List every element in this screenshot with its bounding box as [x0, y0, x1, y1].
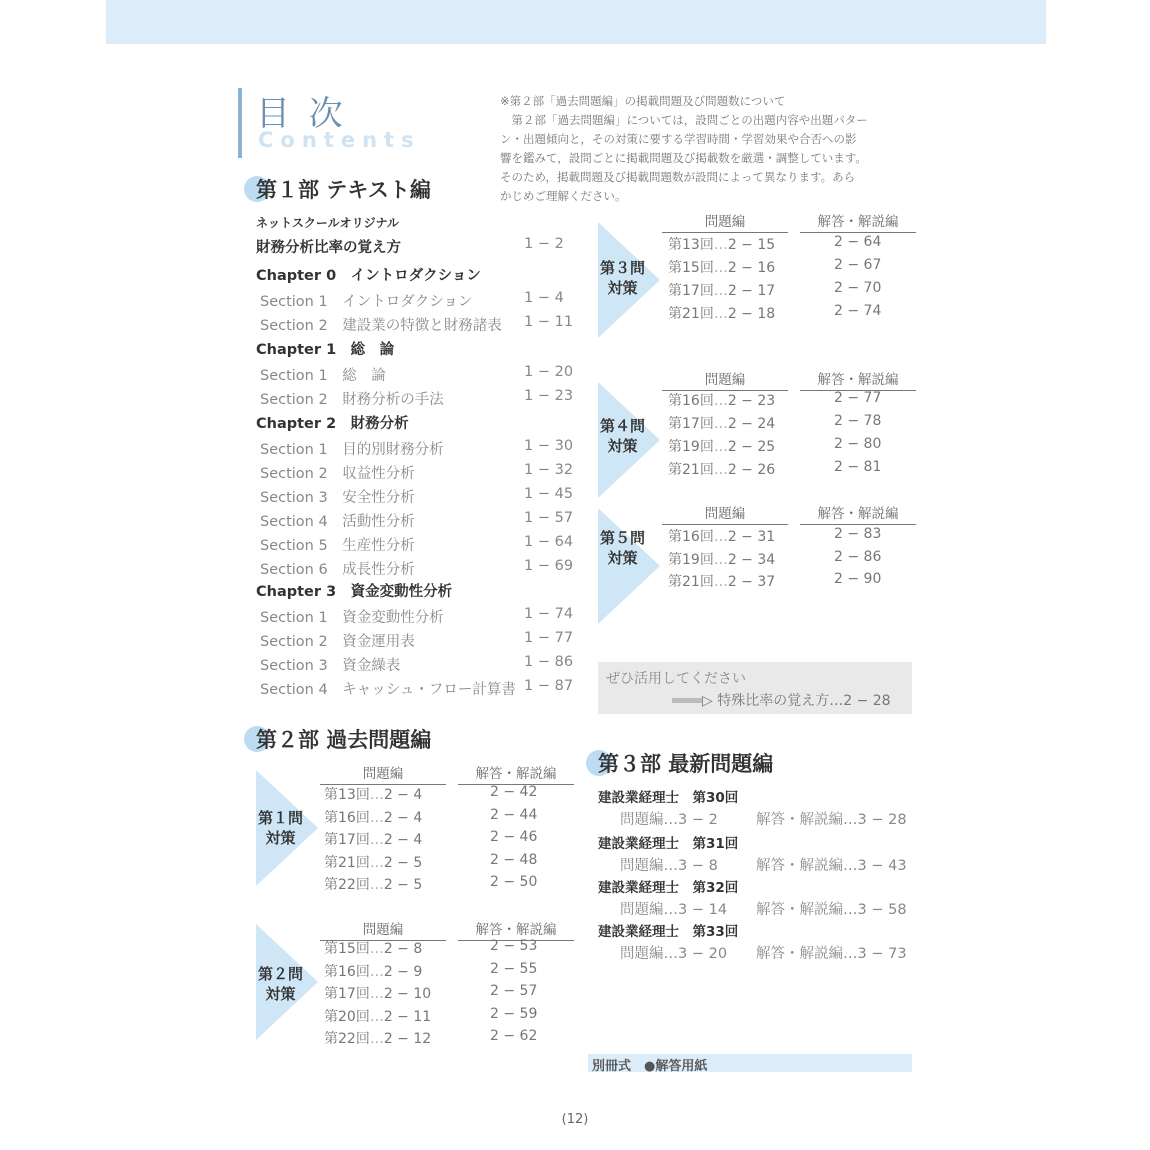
leader-dots: … — [713, 439, 728, 455]
exam-row — [668, 303, 775, 323]
toc-entry-page: 1 − 69 — [524, 558, 574, 574]
answer-page: 2 − 57 — [490, 983, 538, 999]
toc-entry-page: 1 − 20 — [524, 364, 574, 380]
toc-entry — [256, 338, 394, 359]
problem-page: 2 − 5 — [383, 854, 423, 871]
exam-row — [668, 234, 775, 254]
answer-page: 2 − 42 — [490, 784, 538, 800]
toc-entry-label: Section 2 財務分析の手法 — [260, 392, 444, 408]
answer-page: 2 − 62 — [490, 1028, 538, 1044]
part1-heading-text: 第１部 テキスト編 — [256, 178, 431, 202]
toc-entry-label: Section 6 成長性分析 — [260, 562, 415, 578]
toc-entry-label: Chapter 1 総 論 — [256, 342, 395, 358]
answer-sheet-label: 別冊式 ●解答用紙 — [592, 1059, 708, 1074]
question-number: 第１問 — [258, 809, 304, 827]
question-label-suffix: 対策 — [265, 829, 296, 847]
leader-dots: … — [713, 237, 728, 253]
tip-title: ぜひ活用してください — [606, 671, 746, 687]
answer-page: 2 − 53 — [490, 938, 538, 954]
toc-entry — [256, 236, 401, 257]
toc-entry-page: 1 − 11 — [524, 314, 574, 330]
problem-page: 2 − 4 — [383, 787, 423, 803]
answer-page: 2 − 80 — [834, 436, 882, 452]
question-block-label — [258, 808, 303, 848]
answer-page: 2 − 81 — [834, 459, 882, 475]
toc-entry-page: 1 − 30 — [524, 438, 574, 454]
toc-entry — [260, 654, 400, 675]
toc-entry-label: Section 1 イントロダクション — [260, 294, 473, 310]
leader-dots: … — [713, 416, 728, 432]
note-line: 響を鑑みて，設問ごとに掲載問題及び掲載数を厳選・調整しています。 — [500, 151, 867, 165]
toc-entry-page: 1 − 2 — [524, 236, 564, 252]
exam-number: 第16回 — [324, 809, 370, 826]
note-line: そのため，掲載問題及び掲載問題数が設問によって異なります。あら — [500, 170, 856, 184]
exam-row — [668, 526, 775, 546]
toc-entry-page: 1 − 77 — [524, 630, 574, 646]
problem-page: 2 − 25 — [727, 439, 776, 455]
problem-page: 2 − 5 — [383, 877, 423, 893]
toc-entry-label: Section 5 生産性分析 — [260, 538, 415, 554]
exam-row — [668, 571, 775, 591]
exam-row — [324, 852, 422, 872]
exam-title: 建設業経理士 第30回 — [598, 790, 739, 806]
toc-entry-page: 1 − 23 — [524, 388, 574, 404]
toc-entry-label: Section 2 資金運用表 — [260, 634, 415, 650]
col-header-answer: 解答・解説編 — [800, 210, 916, 233]
leader-dots: … — [369, 877, 384, 893]
problem-page: 2 − 10 — [383, 986, 432, 1002]
toc-entry-label: Section 2 収益性分析 — [260, 466, 415, 482]
title-accent-bar — [238, 88, 242, 158]
question-label-suffix: 対策 — [607, 549, 638, 567]
exam-number: 第21回 — [668, 574, 714, 590]
problem-page: 2 − 24 — [727, 416, 776, 432]
toc-entry-label: Section 3 資金繰表 — [260, 658, 401, 674]
problem-page: 2 − 31 — [727, 529, 776, 545]
leader-dots: … — [713, 260, 728, 276]
exam-number: 第21回 — [668, 306, 714, 322]
exam-answer-page: 解答・解説編…3 − 58 — [756, 902, 907, 918]
col-header-problem: 問題編 — [662, 502, 788, 525]
col-header-answer: 解答・解説編 — [458, 918, 574, 941]
problem-page: 2 − 12 — [383, 1031, 432, 1047]
problem-page: 2 − 23 — [727, 393, 776, 409]
toc-entry — [260, 630, 415, 651]
toc-entry-label: 財務分析比率の覚え方 — [256, 240, 401, 256]
exam-row — [324, 874, 422, 894]
exam-number: 第13回 — [324, 787, 370, 803]
exam-row — [324, 829, 422, 849]
toc-entry — [260, 606, 444, 627]
part2-heading-text: 第２部 過去問題編 — [256, 728, 432, 752]
leader-dots: … — [369, 941, 384, 957]
toc-entry-label: Section 4 活動性分析 — [260, 514, 415, 530]
question-label-suffix: 対策 — [265, 985, 296, 1003]
toc-entry-page: 1 − 87 — [524, 678, 574, 694]
exam-problem-page: 問題編…3 − 8 — [620, 858, 718, 874]
exam-number: 第17回 — [668, 416, 714, 432]
toc-entry — [260, 510, 415, 531]
problem-page: 2 − 17 — [727, 283, 776, 299]
leader-dots: … — [713, 283, 728, 299]
exam-row — [668, 436, 775, 456]
col-header-answer: 解答・解説編 — [458, 762, 574, 785]
exam-number: 第20回 — [324, 1008, 370, 1025]
answer-page: 2 − 55 — [490, 960, 538, 977]
tip-text-value: 特殊比率の覚え方…2 − 28 — [717, 693, 891, 709]
answer-page: 2 − 77 — [834, 390, 882, 406]
exam-answer-page: 解答・解説編…3 − 28 — [756, 812, 907, 828]
question-number: 第４問 — [600, 417, 646, 435]
answer-page: 2 − 67 — [834, 257, 882, 273]
toc-entry-page: 1 − 64 — [524, 534, 574, 550]
answer-page: 2 − 90 — [834, 571, 882, 587]
question-number: 第２問 — [258, 965, 304, 983]
exam-number: 第21回 — [668, 462, 714, 478]
leader-dots: … — [713, 574, 728, 590]
problem-page: 2 − 8 — [383, 941, 423, 957]
toc-entry — [260, 388, 444, 409]
problem-page: 2 − 37 — [727, 574, 776, 590]
leader-dots: … — [369, 986, 384, 1002]
toc-entry-page: 1 − 57 — [524, 510, 574, 526]
exam-row — [324, 961, 422, 981]
part1-heading — [250, 174, 431, 204]
problem-page: 2 − 34 — [727, 551, 776, 568]
toc-entry — [256, 412, 409, 433]
toc-entry-page: 1 − 4 — [524, 290, 564, 306]
leader-dots: … — [369, 1031, 384, 1047]
toc-entry — [260, 462, 415, 483]
toc-entry — [260, 364, 386, 385]
note-line: 第２部「過去問題編」については，設問ごとの出題内容や出題パター — [500, 113, 868, 127]
question-label-suffix: 対策 — [607, 279, 638, 297]
question-number: 第５問 — [600, 529, 646, 547]
col-header-problem: 問題編 — [662, 368, 788, 391]
toc-entry-label: Section 4 キャッシュ・フロー計算書 — [260, 682, 516, 698]
toc-entry-label: Section 1 資金変動性分析 — [260, 610, 444, 626]
part3-heading-text: 第３部 最新問題編 — [598, 752, 774, 776]
toc-entry-page: 1 − 32 — [524, 462, 574, 478]
exam-number: 第17回 — [324, 832, 370, 848]
page-number: (12) — [561, 1112, 589, 1127]
toc-entry-label: Chapter 2 財務分析 — [256, 416, 409, 432]
exam-number: 第17回 — [668, 283, 714, 299]
col-header-problem: 問題編 — [320, 762, 446, 785]
question-label-suffix: 対策 — [607, 437, 638, 455]
question-block-label — [600, 416, 645, 456]
leader-dots: … — [369, 1008, 384, 1025]
question-block-label — [600, 258, 645, 298]
toc-entry — [256, 214, 399, 231]
col-header-answer: 解答・解説編 — [800, 368, 916, 391]
leader-dots: … — [369, 832, 384, 848]
toc-entry-label: Section 1 総 論 — [260, 368, 386, 384]
toc-entry-label: Chapter 0 イントロダクション — [256, 268, 481, 284]
exam-answer-page: 解答・解説編…3 − 43 — [756, 858, 907, 874]
col-header-problem: 問題編 — [320, 918, 446, 941]
exam-title: 建設業経理士 第32回 — [598, 880, 739, 896]
toc-entry-label: Chapter 3 資金変動性分析 — [256, 584, 453, 600]
leader-dots: … — [369, 963, 384, 980]
top-band — [106, 0, 1046, 44]
toc-entry — [260, 486, 415, 507]
exam-row — [324, 784, 422, 804]
problem-page: 2 − 11 — [383, 1008, 432, 1025]
leader-dots: … — [713, 551, 728, 568]
exam-number: 第21回 — [324, 854, 370, 871]
exam-row — [324, 983, 431, 1003]
exam-row — [324, 1006, 431, 1026]
tip-text: ▷ 特殊比率の覚え方…2 − 28 — [702, 693, 891, 709]
problem-page: 2 − 18 — [727, 306, 776, 322]
toc-entry-page: 1 − 74 — [524, 606, 574, 622]
exam-number: 第22回 — [324, 1031, 370, 1047]
exam-answer-page: 解答・解説編…3 − 73 — [756, 946, 907, 962]
toc-entry — [260, 678, 516, 699]
exam-row — [668, 257, 775, 277]
exam-title: 建設業経理士 第31回 — [598, 836, 739, 852]
leader-dots: … — [369, 809, 384, 826]
exam-row — [324, 938, 422, 958]
toc-entry-page: 1 − 86 — [524, 654, 574, 670]
problem-page: 2 − 9 — [383, 963, 423, 980]
exam-number: 第15回 — [668, 260, 714, 276]
answer-page: 2 − 50 — [490, 874, 538, 890]
leader-dots: … — [713, 306, 728, 322]
toc-entry — [260, 290, 472, 311]
problem-page: 2 − 16 — [727, 260, 776, 276]
problem-page: 2 − 26 — [727, 462, 776, 478]
exam-row — [324, 807, 422, 827]
toc-entry-label: ネットスクールオリジナル — [256, 216, 400, 230]
exam-problem-page: 問題編…3 − 2 — [620, 812, 718, 828]
exam-number: 第19回 — [668, 551, 714, 568]
toc-entry-page: 1 − 45 — [524, 486, 574, 502]
leader-dots: … — [369, 787, 384, 803]
toc-entry — [260, 314, 502, 335]
problem-page: 2 − 4 — [383, 809, 423, 826]
note-line: ※第２部「過去問題編」の掲載問題及び問題数について — [500, 94, 786, 108]
answer-page: 2 − 48 — [490, 851, 538, 868]
exam-number: 第17回 — [324, 986, 370, 1002]
exam-number: 第13回 — [668, 237, 714, 253]
exam-number: 第16回 — [668, 529, 714, 545]
problem-page: 2 − 15 — [727, 237, 776, 253]
question-block-label — [258, 964, 303, 1004]
answer-page: 2 − 70 — [834, 280, 882, 296]
leader-dots: … — [369, 854, 384, 871]
toc-entry — [260, 558, 415, 579]
exam-problem-page: 問題編…3 − 14 — [620, 902, 728, 918]
toc-entry — [260, 534, 415, 555]
answer-sheet-bar — [588, 1054, 912, 1072]
note-line: ン・出題傾向と，その対策に要する学習時間・学習効果や合否への影 — [500, 132, 857, 146]
part2-heading — [250, 724, 431, 754]
question-number: 第３問 — [600, 259, 646, 277]
exam-number: 第16回 — [324, 963, 370, 980]
page-subtitle: Contents — [258, 128, 421, 152]
toc-entry — [260, 438, 444, 459]
page-title: 目 次 — [256, 94, 347, 134]
arrow-icon — [672, 698, 702, 703]
exam-problem-page: 問題編…3 − 20 — [620, 946, 728, 962]
exam-row — [668, 413, 775, 433]
exam-row — [668, 549, 775, 569]
toc-entry-label: Section 3 安全性分析 — [260, 490, 415, 506]
toc-entry-label: Section 1 目的別財務分析 — [260, 442, 444, 458]
answer-page: 2 − 44 — [490, 806, 538, 823]
exam-row — [668, 459, 775, 479]
exam-number: 第22回 — [324, 877, 370, 893]
col-header-answer: 解答・解説編 — [800, 502, 916, 525]
answer-page: 2 − 74 — [834, 303, 882, 319]
answer-page: 2 − 46 — [490, 829, 538, 845]
answer-page: 2 − 78 — [834, 413, 882, 429]
exam-number: 第16回 — [668, 393, 714, 409]
exam-row — [668, 390, 775, 410]
exam-number: 第15回 — [324, 941, 370, 957]
answer-page: 2 − 59 — [490, 1005, 538, 1022]
note-block — [500, 92, 914, 206]
toc-entry — [256, 580, 452, 601]
note-line: かじめご理解ください。 — [500, 189, 627, 203]
leader-dots: … — [713, 529, 728, 545]
problem-page: 2 − 4 — [383, 832, 423, 848]
part3-heading — [592, 748, 773, 778]
answer-page: 2 − 86 — [834, 548, 882, 565]
question-block-label — [600, 528, 645, 568]
toc-entry — [256, 264, 481, 285]
answer-page: 2 − 64 — [834, 234, 882, 250]
leader-dots: … — [713, 462, 728, 478]
exam-row — [668, 280, 775, 300]
exam-row — [324, 1028, 431, 1048]
exam-title: 建設業経理士 第33回 — [598, 924, 739, 940]
exam-number: 第19回 — [668, 439, 714, 455]
leader-dots: … — [713, 393, 728, 409]
toc-entry-label: Section 2 建設業の特徴と財務諸表 — [260, 318, 502, 334]
tip-box — [598, 662, 912, 714]
col-header-problem: 問題編 — [662, 210, 788, 233]
answer-page: 2 − 83 — [834, 526, 882, 542]
